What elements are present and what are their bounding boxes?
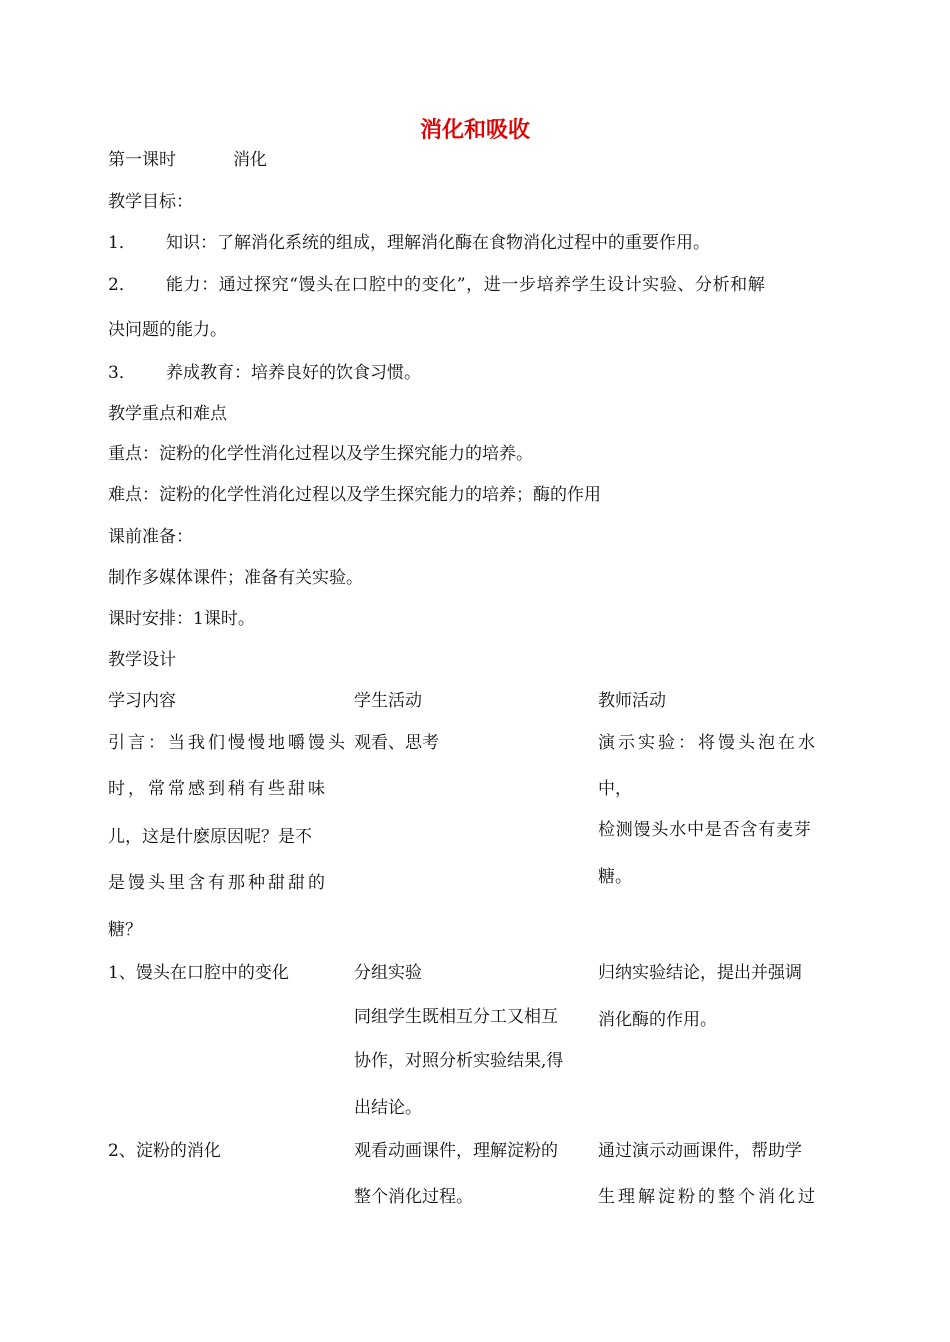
intro-teacher-line: 糖。 [598,867,632,887]
objective-2-num: 2． [108,275,136,295]
lesson-topic: 消化 [233,150,267,170]
lesson-period: 第一课时 [108,150,176,170]
schedule: 课时安排：1课时。 [108,609,255,629]
intro-teacher-line: 中， [598,779,632,799]
intro-content-line: 儿，这是什麽原因呢？是不 [108,827,312,847]
row1-content: 1、馒头在口腔中的变化 [108,963,289,983]
key-point: 重点：淀粉的化学性消化过程以及学生探究能力的培养。 [108,444,533,464]
intro-teacher-line: 检测馒头水中是否含有麦芽 [598,820,812,840]
objective-1-text: 知识：了解消化系统的组成，理解消化酶在食物消化过程中的重要作用。 [166,233,710,253]
row1-teacher-line: 消化酶的作用。 [598,1010,717,1030]
objectives-heading: 教学目标： [108,192,193,212]
key-heading: 教学重点和难点 [108,404,227,424]
table-header-student: 学生活动 [354,691,422,711]
row2-content: 2、淀粉的消化 [108,1141,221,1161]
objective-3-text: 养成教育：培养良好的饮食习惯。 [166,363,421,383]
document-title: 消化和吸收 [419,118,530,143]
row2-teacher-line: 生理解淀粉的整个消化过 [598,1187,818,1207]
intro-teacher-line: 演示实验：将馒头泡在水 [598,733,818,753]
row1-student-line: 协作，对照分析实验结果,得 [354,1051,564,1071]
design-heading: 教学设计 [108,650,176,670]
row1-student-line: 同组学生既相互分工又相互 [354,1007,558,1027]
prep-text: 制作多媒体课件；准备有关实验。 [108,568,363,588]
row1-student-line: 出结论。 [354,1098,422,1118]
table-header-teacher: 教师活动 [598,691,666,711]
objective-3-num: 3． [108,363,136,383]
objective-2-text: 能力：通过探究“馒头在口腔中的变化”，进一步培养学生设计实验、分析和解 [166,275,766,295]
row2-student-line: 观看动画课件，理解淀粉的 [354,1141,558,1161]
intro-student-activity: 观看、思考 [354,733,439,753]
intro-content-line: 糖？ [108,920,142,940]
row1-teacher-line: 归纳实验结论，提出并强调 [598,963,802,983]
objective-2-continuation: 决问题的能力。 [108,320,227,340]
row2-student-line: 整个消化过程。 [354,1187,473,1207]
row1-student-line: 分组实验 [354,963,422,983]
objective-1-num: 1． [108,233,136,253]
prep-heading: 课前准备： [108,527,193,547]
intro-content-line: 是馒头里含有那种甜甜的 [108,873,328,893]
difficult-point: 难点：淀粉的化学性消化过程以及学生探究能力的培养；酶的作用 [108,485,601,505]
row2-teacher-line: 通过演示动画课件，帮助学 [598,1141,802,1161]
intro-content-line: 引言：当我们慢慢地嚼馒头 [108,733,348,753]
table-header-content: 学习内容 [108,691,176,711]
intro-content-line: 时，常常感到稍有些甜味 [108,779,328,799]
